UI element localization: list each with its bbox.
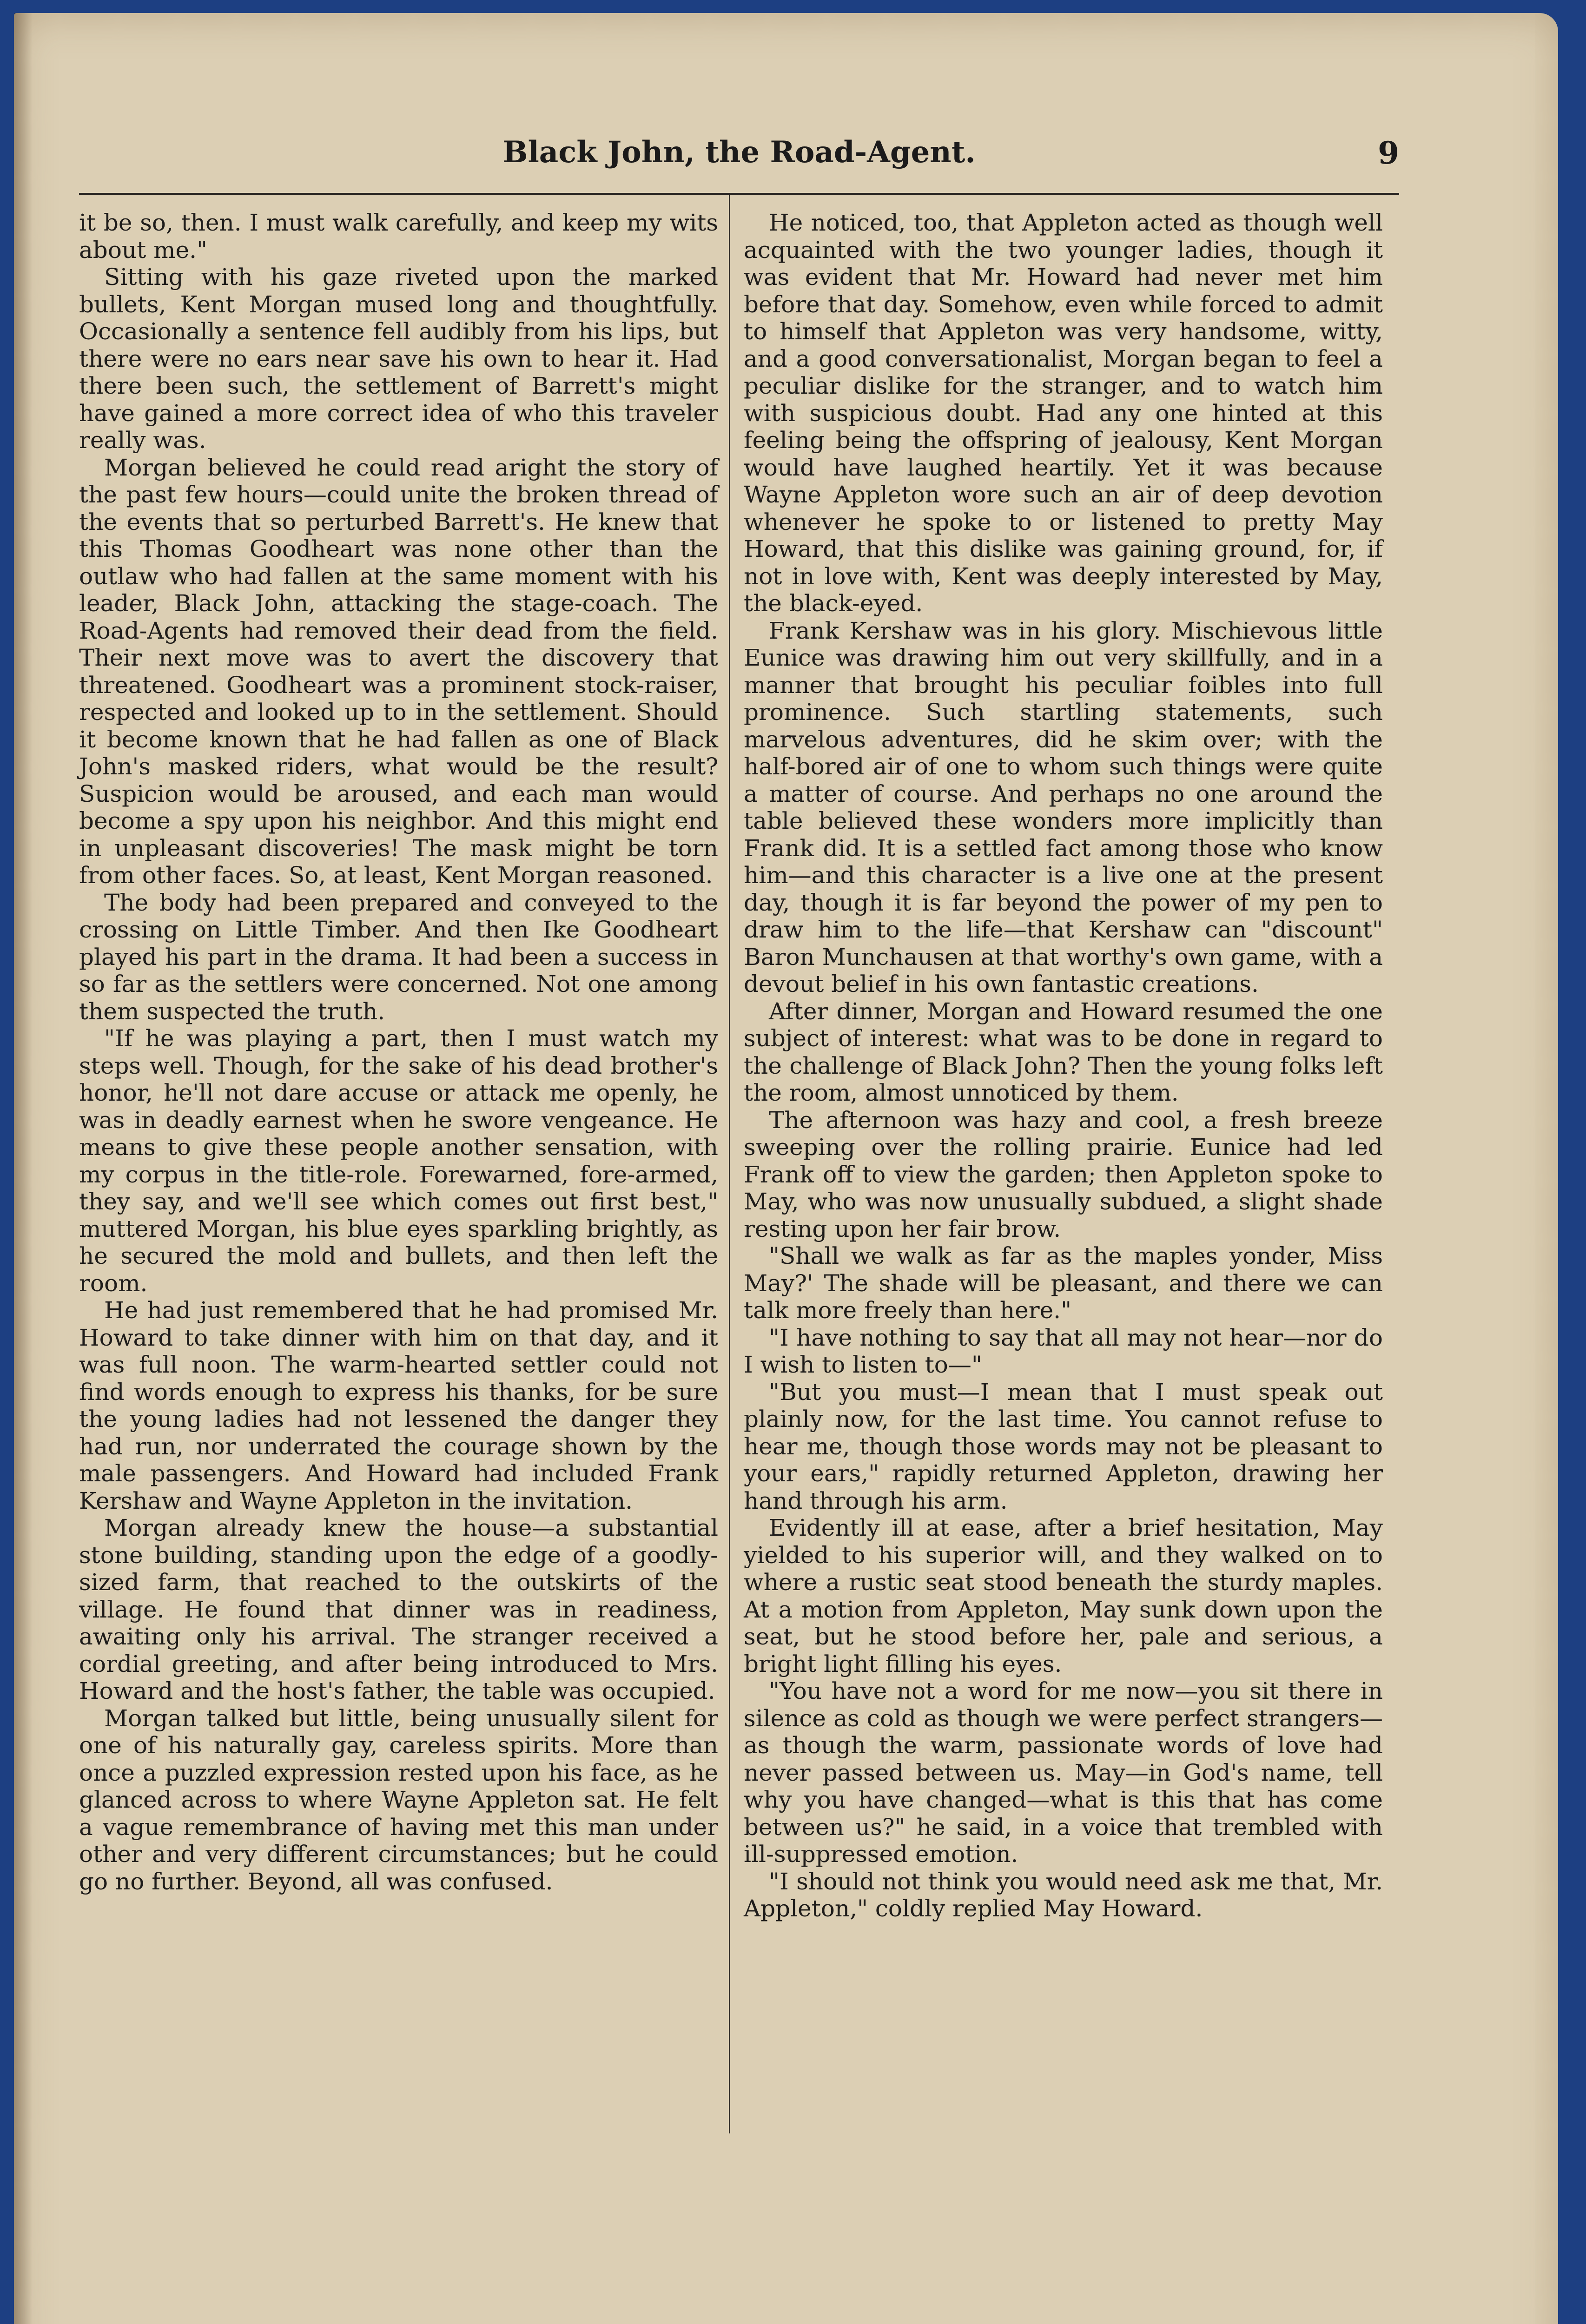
left-column (79, 209, 718, 1895)
paragraph: "I should not think you would need ask me that, Mr. Appleton," coldly replied May Howard. (744, 1868, 1383, 1922)
paragraph: He noticed, too, that Appleton acted as though well acquainted with the two younger ladies, though it was evident that Mr. Howard had never met him before that day. Somehow, even while forced to admit to himself that Appleton was very handsome, witty, and a good conversationalist, Morgan began to feel a peculiar dislike for the stranger, and to watch him with suspicious doubt. Had any one hinted at this feeling being the offspring of jealousy, Kent Morgan would have laughed heartily. Yet it was because Wayne Appleton wore such an air of deep devotion whenever he spoke to or listened to pretty May Howard, that this dislike was gaining ground, for, if not in love with, Kent was deeply interested by May, the black-eyed. (744, 209, 1383, 617)
page-number: 9 (1378, 135, 1399, 171)
column-divider (729, 195, 730, 2133)
paragraph: "You have not a word for me now—you sit there in silence as cold as though we were perfect strangers—as though the warm, passionate words of love had never passed between us. May—in God's name, tell why you have changed—what is this that has come between us?" he said, in a voice that trembled with ill-suppressed emotion. (744, 1677, 1383, 1868)
paragraph: Morgan already knew the house—a substantial stone building, standing upon the edge of a goodly-sized farm, that reached to the outskirts of the village. He found that dinner was in readiness, awaiting only his arrival. The stranger received a cordial greeting, and after being introduced to Mrs. Howard and the host's father, the table was occupied. (79, 1514, 718, 1704)
paragraph: Evidently ill at ease, after a brief hesitation, May yielded to his superior will, and they walked on to where a rustic seat stood beneath the sturdy maples. At a motion from Appleton, May sunk down upon the seat, but he stood before her, pale and serious, a bright light filling his eyes. (744, 1514, 1383, 1677)
paragraph: The body had been prepared and conveyed to the crossing on Little Timber. And then Ike Goodheart played his part in the drama. It had been a success in so far as the settlers were concerned. Not one among them suspected the truth. (79, 889, 718, 1025)
running-title: Black John, the Road-Agent. (502, 135, 976, 170)
paragraph: After dinner, Morgan and Howard resumed the one subject of interest: what was to be done in regard to the challenge of Black John? Then the young folks left the room, almost unnoticed by them. (744, 997, 1383, 1106)
paragraph: Morgan talked but little, being unusually silent for one of his naturally gay, careless spirits. More than once a puzzled expression rested upon his face, as he glanced across to where Wayne Appleton sat. He felt a vague remembrance of having met this man under other and very different circumstances; but he could go no further. Beyond, all was confused. (79, 1704, 718, 1895)
paragraph: Frank Kershaw was in his glory. Mischievous little Eunice was drawing him out very skillfully, and in a manner that brought his peculiar foibles into full prominence. Such startling statements, such marvelous adventures, did he skim over; with the half-bored air of one to whom such things were quite a matter of course. And perhaps no one around the table believed these wonders more implicitly than Frank did. It is a settled fact among those who know him—and this character is a live one at the present day, though it is far beyond the power of my pen to draw him to the life—that Kershaw can "discount" Baron Munchausen at that worthy's own game, with a devout belief in his own fantastic creations. (744, 617, 1383, 997)
paragraph: "I have nothing to say that all may not hear—nor do I wish to listen to—" (744, 1324, 1383, 1378)
paragraph: The afternoon was hazy and cool, a fresh breeze sweeping over the rolling prairie. Eunice had led Frank off to view the garden; then Appleton spoke to May, who was now unusually subdued, a slight shade resting upon her fair brow. (744, 1106, 1383, 1242)
paragraph: Morgan believed he could read aright the story of the past few hours—could unite the broken thread of the events that so perturbed Barrett's. He knew that this Thomas Goodheart was none other than the outlaw who had fallen at the same moment with his leader, Black John, attacking the stage-coach. The Road-Agents had removed their dead from the field. Their next move was to avert the discovery that threatened. Goodheart was a prominent stock-raiser, respected and looked up to in the settlement. Should it become known that he had fallen as one of Black John's masked riders, what would be the result? Suspicion would be aroused, and each man would become a spy upon his neighbor. And this might end in unpleasant discoveries! The mask might be torn from other faces. So, at least, Kent Morgan reasoned. (79, 454, 718, 889)
paragraph: He had just remembered that he had promised Mr. Howard to take dinner with him on that day, and it was full noon. The warm-hearted settler could not find words enough to express his thanks, for be sure the young ladies had not lessened the danger they had run, nor underrated the courage shown by the male passengers. And Howard had included Frank Kershaw and Wayne Appleton in the invitation. (79, 1297, 718, 1514)
paragraph: it be so, then. I must walk carefully, and keep my wits about me." (79, 209, 718, 264)
binding-shadow (14, 13, 33, 2324)
page-header (79, 135, 1399, 186)
paragraph: "But you must—I mean that I must speak out plainly now, for the last time. You cannot refuse to hear me, though those words may not be pleasant to your ears," rapidly returned Appleton, drawing her hand through his arm. (744, 1378, 1383, 1514)
paragraph: Sitting with his gaze riveted upon the marked bullets, Kent Morgan mused long and thoughtfully. Occasionally a sentence fell audibly from his lips, but there were no ears near save his own to hear it. Had there been such, the settlement of Barrett's might have gained a more correct idea of who this traveler really was. (79, 264, 718, 454)
paragraph: "Shall we walk as far as the maples yonder, Miss May?' The shade will be pleasant, and there we can talk more freely than here." (744, 1242, 1383, 1324)
right-column (744, 209, 1383, 1922)
paragraph: "If he was playing a part, then I must watch my steps well. Though, for the sake of his dead brother's honor, he'll not dare accuse or attack me openly, he was in deadly earnest when he swore vengeance. He means to give these people another sensation, with my corpus in the title-role. Forewarned, fore-armed, they say, and we'll see which comes out first best," muttered Morgan, his blue eyes sparkling brightly, as he secured the mold and bullets, and then left the room. (79, 1025, 718, 1297)
header-rule (79, 193, 1399, 195)
